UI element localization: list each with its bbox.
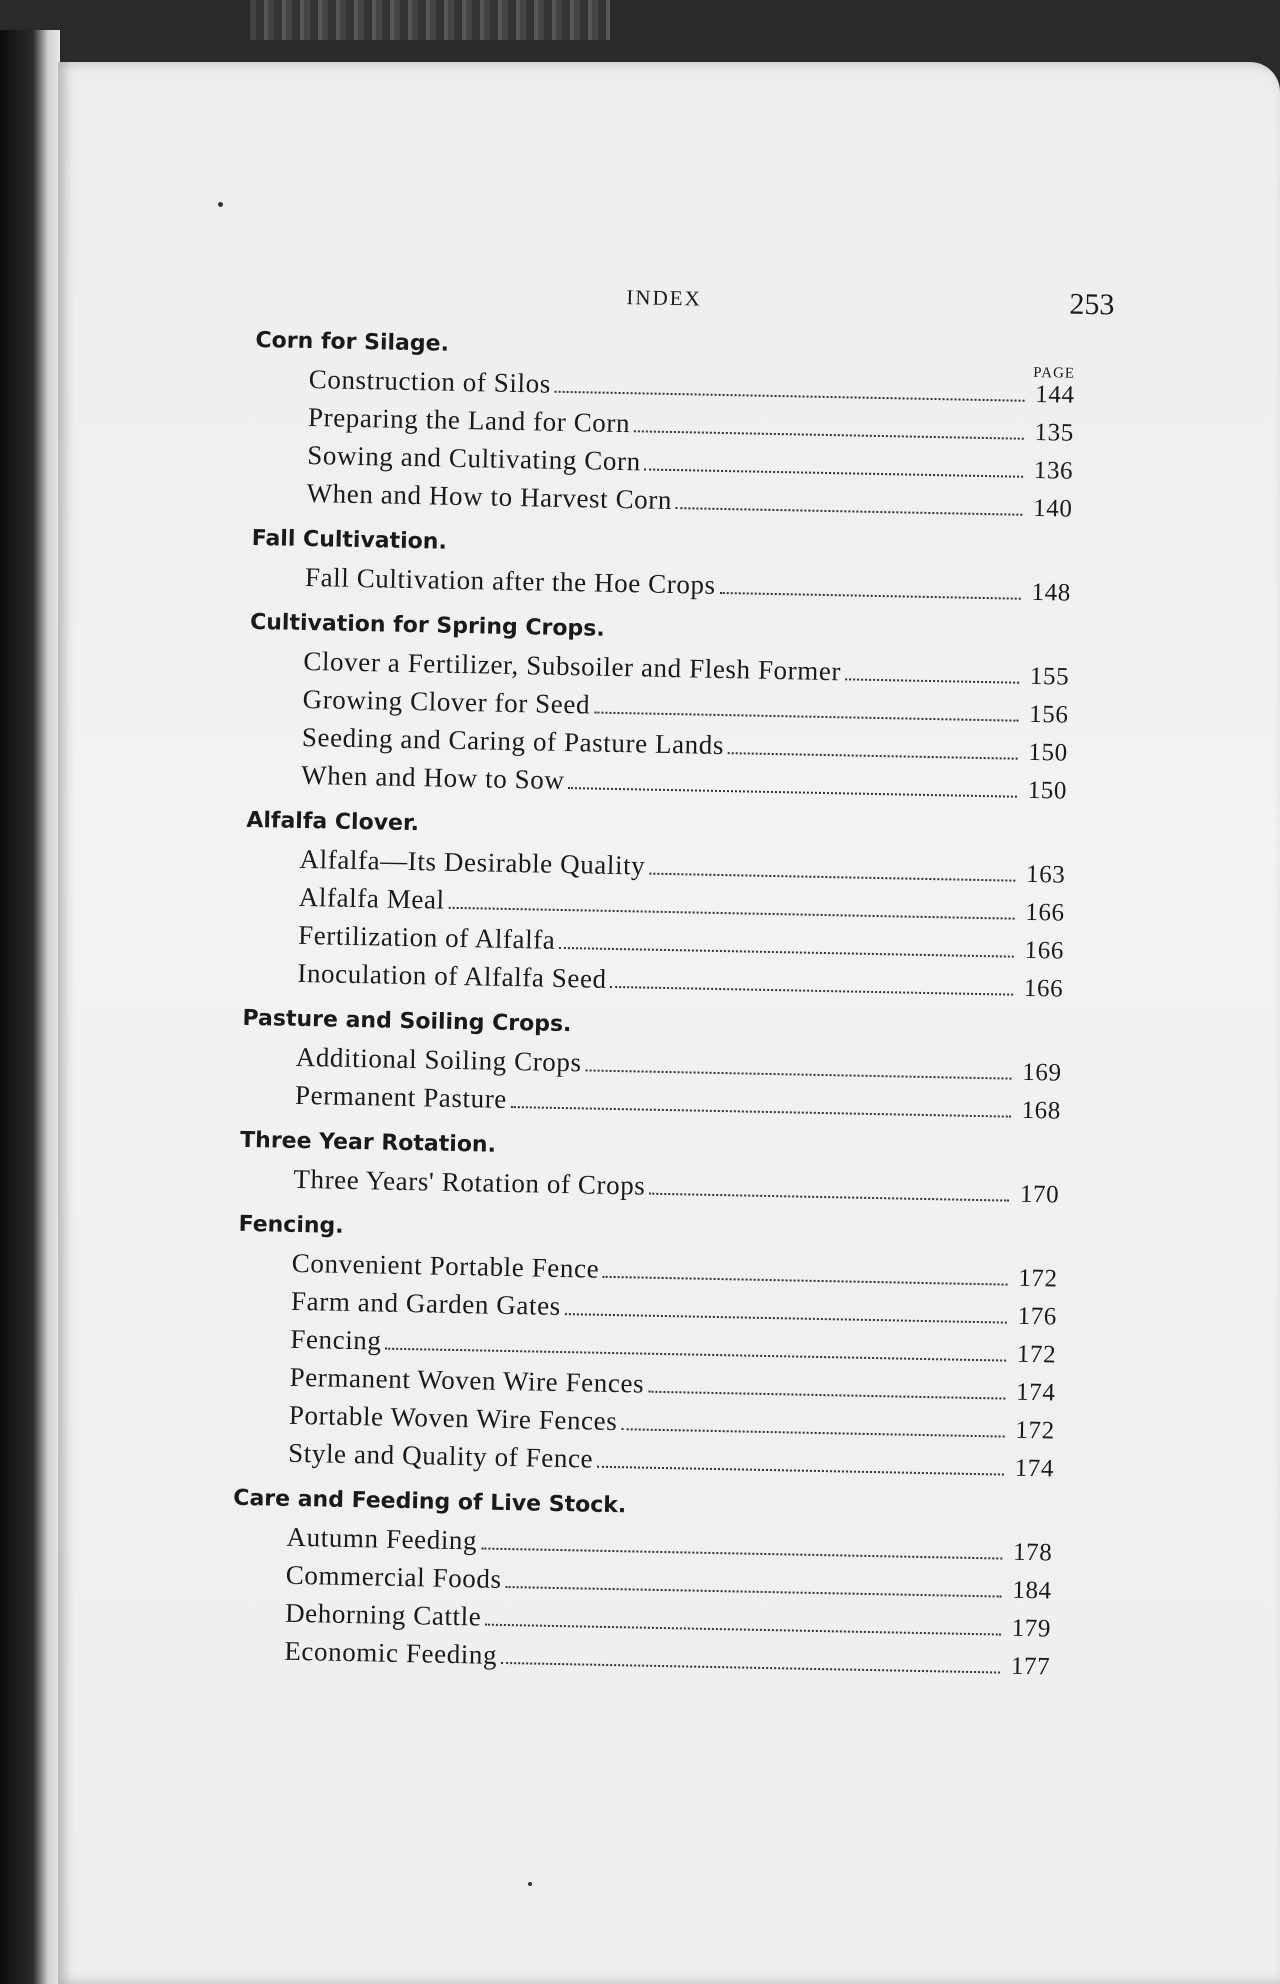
section-heading: Fencing. [238, 1211, 344, 1239]
entry-page-number: 150 [1028, 738, 1069, 767]
ink-speck [528, 1882, 532, 1886]
dot-leader [594, 712, 1018, 722]
index-section [239, 1124, 1060, 1214]
page-number: 253 [1069, 287, 1115, 322]
dot-leader [597, 1466, 1004, 1476]
entry-title: When and How to Harvest Corn [306, 477, 673, 515]
entry-page-number: 140 [1032, 494, 1073, 523]
dot-leader [634, 430, 1024, 439]
dot-leader [845, 678, 1019, 683]
entry-page-number: 135 [1034, 418, 1075, 447]
entry-page-number: 168 [1021, 1096, 1062, 1125]
dot-leader [611, 986, 1014, 996]
index-section [251, 522, 1072, 612]
entry-title: Fencing [290, 1323, 382, 1356]
index-section [234, 1208, 1059, 1488]
dot-leader [559, 947, 1014, 958]
dot-leader [649, 1193, 1009, 1202]
entry-title: Additional Soiling Crops [295, 1041, 582, 1078]
dot-leader [720, 592, 1021, 600]
entry-title: Autumn Feeding [286, 1521, 478, 1556]
entry-page-number: 155 [1029, 662, 1070, 691]
entry-page-number: 169 [1022, 1058, 1062, 1087]
entry-title: Style and Quality of Fence [287, 1437, 594, 1474]
book-binding [0, 30, 60, 1984]
index-section [252, 324, 1075, 528]
section-heading: Care and Feeding of Live Stock. [233, 1485, 627, 1519]
entry-title: Clover a Fertilizer, Subsoiler and Flesh Former [303, 645, 842, 687]
entry-title: Sowing and Cultivating Corn [307, 439, 642, 477]
section-heading: Corn for Silage. [255, 327, 450, 357]
section-heading: Fall Cultivation. [251, 525, 448, 555]
entry-title: Commercial Foods [285, 1559, 502, 1594]
entry-page-number: 136 [1033, 456, 1074, 485]
dot-leader [621, 1428, 1004, 1437]
entry-page-number: 166 [1025, 898, 1065, 927]
dot-leader [511, 1106, 1011, 1118]
entry-page-number: 172 [1015, 1416, 1056, 1445]
section-heading: Pasture and Soiling Crops. [242, 1005, 572, 1038]
section-heading: Cultivation for Spring Crops. [249, 609, 605, 642]
entry-page-number: 166 [1024, 936, 1065, 965]
dot-leader [648, 1391, 1005, 1400]
entry-page-number: 170 [1019, 1180, 1060, 1209]
entry-title: Fall Cultivation after the Hoe Crops [304, 561, 716, 600]
entry-page-number: 184 [1012, 1576, 1052, 1605]
dot-leader [568, 787, 1017, 798]
cover-ornament [250, 0, 610, 40]
entry-page-number: 178 [1012, 1538, 1053, 1567]
dot-leader [676, 507, 1023, 516]
entry-title: Preparing the Land for Corn [307, 402, 631, 439]
entry-title: When and How to Sow [300, 759, 565, 795]
entry-title: Seeding and Caring of Pasture Lands [301, 721, 725, 761]
dot-leader [385, 1348, 1006, 1362]
entry-page-number: 172 [1016, 1340, 1057, 1369]
entry-page-number: 156 [1028, 700, 1069, 729]
entry-page-number: 179 [1011, 1614, 1052, 1643]
entry-page-number: 150 [1027, 776, 1068, 805]
index-list [230, 324, 1076, 1695]
index-section [230, 1482, 1053, 1686]
entry-title: Dehorning Cattle [284, 1597, 482, 1632]
entry-page-number: 177 [1010, 1652, 1051, 1681]
entry-page-number: 176 [1017, 1302, 1058, 1331]
entry-title: Three Years' Rotation of Crops [293, 1163, 646, 1201]
page-column-label: PAGE [1033, 364, 1076, 382]
entry-title: Construction of Silos [308, 364, 552, 399]
entry-title: Economic Feeding [284, 1635, 498, 1670]
dot-leader [501, 1662, 1000, 1674]
entry-title: Growing Clover for Seed [302, 683, 591, 720]
dot-leader [645, 468, 1024, 477]
entry-page-number: 174 [1014, 1454, 1055, 1483]
entry-page-number: 172 [1018, 1264, 1058, 1293]
dot-leader [649, 873, 1015, 882]
running-head [257, 212, 1138, 322]
section-heading: Three Year Rotation. [239, 1127, 497, 1158]
entry-title: Inoculation of Alfalfa Seed [297, 957, 607, 994]
entry-title: Portable Woven Wire Fences [288, 1399, 618, 1437]
entry-page-number: 174 [1015, 1378, 1056, 1407]
dot-leader [728, 752, 1018, 760]
dot-leader [505, 1586, 1001, 1598]
index-content [227, 212, 1138, 1829]
dot-leader [555, 391, 1025, 402]
entry-title: Fertilization of Alfalfa [297, 919, 556, 955]
index-section [241, 1002, 1063, 1130]
ink-speck [218, 202, 223, 207]
entry-title: Permanent Woven Wire Fences [289, 1361, 645, 1399]
entry-page-number: 166 [1023, 974, 1064, 1003]
index-section [243, 804, 1066, 1008]
page-title: INDEX [626, 285, 702, 311]
entry-title: Farm and Garden Gates [290, 1285, 562, 1322]
dot-leader [485, 1624, 1001, 1636]
dot-leader [449, 907, 1015, 920]
book-page [58, 62, 1280, 1984]
entry-page-number: 144 [1035, 380, 1075, 409]
entry-page-number: 163 [1025, 860, 1066, 889]
entry-page-number: 148 [1031, 578, 1072, 607]
section-heading: Alfalfa Clover. [246, 807, 420, 837]
dot-leader [565, 1313, 1007, 1323]
entry-title: Permanent Pasture [294, 1079, 508, 1114]
entry-title: Alfalfa Meal [298, 881, 446, 915]
dot-leader [585, 1069, 1011, 1079]
entry-title: Convenient Portable Fence [291, 1247, 600, 1284]
index-section [247, 606, 1070, 810]
entry-title: Alfalfa—Its Desirable Quality [299, 843, 646, 881]
dot-leader [603, 1276, 1008, 1286]
dot-leader [481, 1548, 1002, 1560]
